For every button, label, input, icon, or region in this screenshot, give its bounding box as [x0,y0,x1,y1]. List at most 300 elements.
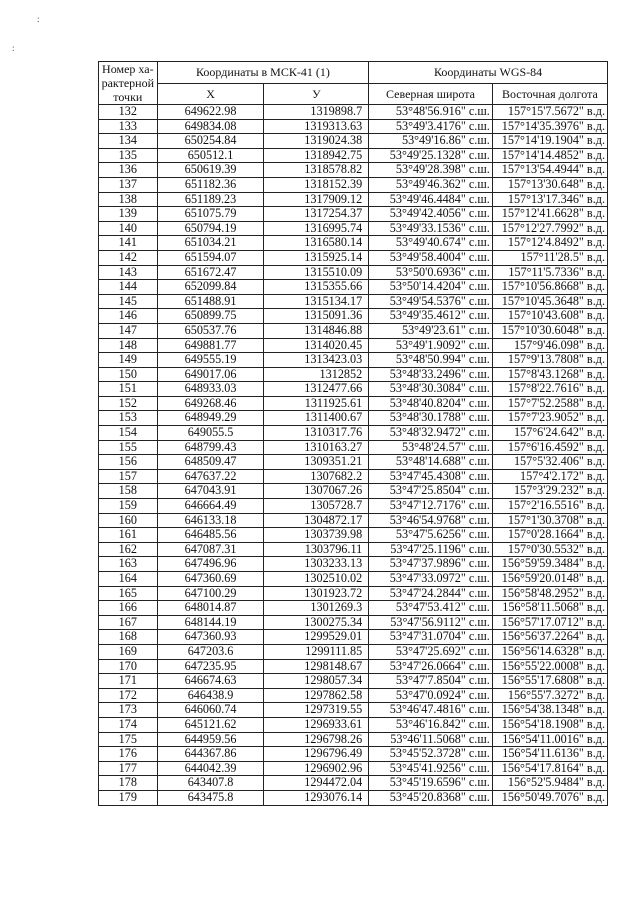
table-row [99,177,608,192]
cell-x: 647203.6 [157,644,264,659]
cell-latitude: 53°45'19.6596" с.ш. [369,776,493,791]
table-row [99,761,608,776]
cell-latitude: 53°47'12.7176" с.ш. [369,499,493,514]
cell-y: 1298148.67 [264,659,369,674]
cell-longitude: 157°4'2.172" в.д. [492,469,607,484]
table-row [99,338,608,353]
cell-x: 647043.91 [157,484,264,499]
table-row [99,250,608,265]
cell-latitude: 53°50'0.6936" с.ш. [369,265,493,280]
table-row [99,119,608,134]
cell-x: 643475.8 [157,790,264,805]
table-row [99,688,608,703]
cell-point-number: 166 [99,601,158,616]
table-row [99,513,608,528]
table-row [99,630,608,645]
cell-x: 650537.76 [157,323,264,338]
cell-x: 651182.36 [157,177,264,192]
cell-longitude: 156°58'11.5068" в.д. [492,601,607,616]
cell-point-number: 176 [99,747,158,762]
cell-y: 1303739.98 [264,528,369,543]
cell-point-number: 144 [99,280,158,295]
cell-latitude: 53°49'3.4176" с.ш. [369,119,493,134]
cell-y: 1301923.72 [264,586,369,601]
table-row [99,221,608,236]
cell-latitude: 53°45'52.3728" с.ш. [369,747,493,762]
cell-y: 1297862.58 [264,688,369,703]
cell-point-number: 149 [99,353,158,368]
cell-point-number: 158 [99,484,158,499]
cell-y: 1298057.34 [264,674,369,689]
cell-x: 647360.69 [157,572,264,587]
cell-point-number: 140 [99,221,158,236]
cell-point-number: 137 [99,177,158,192]
cell-longitude: 157°11'28.5" в.д. [492,250,607,265]
cell-latitude: 53°49'33.1536" с.ш. [369,221,493,236]
cell-point-number: 150 [99,367,158,382]
cell-longitude: 157°0'30.5532" в.д. [492,542,607,557]
cell-x: 648509.47 [157,455,264,470]
cell-longitude: 156°54'18.1908" в.д. [492,717,607,732]
table-row [99,323,608,338]
cell-x: 645121.62 [157,717,264,732]
cell-x: 646674.63 [157,674,264,689]
cell-latitude: 53°46'11.5068" с.ш. [369,732,493,747]
cell-y: 1299111.85 [264,644,369,659]
table-row [99,265,608,280]
table-row [99,426,608,441]
cell-latitude: 53°47'25.692" с.ш. [369,644,493,659]
cell-y: 1293076.14 [264,790,369,805]
cell-point-number: 151 [99,382,158,397]
cell-y: 1312852 [264,367,369,382]
table-row [99,207,608,222]
cell-point-number: 173 [99,703,158,718]
header-latitude: Северная широта [369,83,493,105]
cell-latitude: 53°45'20.8368" с.ш. [369,790,493,805]
cell-latitude: 53°47'37.9896" с.ш. [369,557,493,572]
cell-point-number: 148 [99,338,158,353]
cell-longitude: 156°56'37.2264" в.д. [492,630,607,645]
cell-x: 648799.43 [157,440,264,455]
cell-y: 1316995.74 [264,221,369,236]
cell-latitude: 53°49'23.61" с.ш. [369,323,493,338]
table-row [99,411,608,426]
cell-longitude: 156°52'5.9484" в.д. [492,776,607,791]
cell-latitude: 53°47'56.9112" с.ш. [369,615,493,630]
cell-y: 1318578.82 [264,163,369,178]
cell-y: 1319024.38 [264,134,369,149]
cell-latitude: 53°47'24.2844" с.ш. [369,586,493,601]
cell-latitude: 53°49'46.362" с.ш. [369,177,493,192]
table-row [99,294,608,309]
cell-latitude: 53°46'47.4816" с.ш. [369,703,493,718]
cell-latitude: 53°48'24.57" с.ш. [369,440,493,455]
header-msk-group: Координаты в МСК-41 (1) [157,62,369,84]
cell-point-number: 171 [99,674,158,689]
cell-y: 1300275.34 [264,615,369,630]
scan-mark: : [37,14,40,24]
cell-x: 644367.86 [157,747,264,762]
cell-point-number: 147 [99,323,158,338]
cell-latitude: 53°48'32.9472" с.ш. [369,426,493,441]
table-row [99,105,608,120]
table-row [99,776,608,791]
cell-longitude: 157°10'56.8668" в.д. [492,280,607,295]
cell-y: 1319313.63 [264,119,369,134]
table-row [99,732,608,747]
cell-point-number: 164 [99,572,158,587]
cell-y: 1304872.17 [264,513,369,528]
cell-y: 1313423.03 [264,353,369,368]
table-row [99,644,608,659]
cell-longitude: 157°10'30.6048" в.д. [492,323,607,338]
cell-longitude: 157°8'22.7616" в.д. [492,382,607,397]
table-row [99,674,608,689]
cell-x: 646133.18 [157,513,264,528]
cell-latitude: 53°48'14.688" с.ш. [369,455,493,470]
cell-point-number: 134 [99,134,158,149]
cell-x: 650899.75 [157,309,264,324]
table-row [99,703,608,718]
cell-latitude: 53°50'14.4204" с.ш. [369,280,493,295]
cell-y: 1301269.3 [264,601,369,616]
cell-point-number: 175 [99,732,158,747]
cell-x: 651672.47 [157,265,264,280]
cell-latitude: 53°48'56.916" с.ш. [369,105,493,120]
cell-longitude: 157°14'14.4852" в.д. [492,148,607,163]
cell-x: 648014.87 [157,601,264,616]
cell-x: 648144.19 [157,615,264,630]
header-y: У [264,83,369,105]
cell-longitude: 156°54'11.0016" в.д. [492,732,607,747]
cell-y: 1305728.7 [264,499,369,514]
cell-y: 1296798.26 [264,732,369,747]
cell-y: 1317254.37 [264,207,369,222]
cell-x: 647100.29 [157,586,264,601]
table-row [99,790,608,805]
coordinates-table [98,61,608,806]
table-row [99,499,608,514]
cell-latitude: 53°49'42.4056" с.ш. [369,207,493,222]
cell-latitude: 53°47'7.8504" с.ш. [369,674,493,689]
header-wgs-group: Координаты WGS-84 [369,62,608,84]
cell-y: 1307067.26 [264,484,369,499]
cell-x: 649055.5 [157,426,264,441]
cell-x: 651189.23 [157,192,264,207]
cell-latitude: 53°47'5.6256" с.ш. [369,528,493,543]
table-row [99,396,608,411]
cell-x: 651488.91 [157,294,264,309]
cell-longitude: 157°14'35.3976" в.д. [492,119,607,134]
cell-x: 649622.98 [157,105,264,120]
cell-y: 1303233.13 [264,557,369,572]
cell-point-number: 145 [99,294,158,309]
table-row [99,440,608,455]
cell-y: 1315134.17 [264,294,369,309]
cell-y: 1311925.61 [264,396,369,411]
cell-longitude: 156°55'22.0008" в.д. [492,659,607,674]
cell-x: 647496.96 [157,557,264,572]
cell-y: 1303796.11 [264,542,369,557]
cell-latitude: 53°47'25.1196" с.ш. [369,542,493,557]
cell-latitude: 53°47'53.412" с.ш. [369,601,493,616]
cell-x: 644042.39 [157,761,264,776]
cell-point-number: 163 [99,557,158,572]
cell-latitude: 53°46'54.9768" с.ш. [369,513,493,528]
cell-point-number: 136 [99,163,158,178]
cell-point-number: 165 [99,586,158,601]
cell-point-number: 168 [99,630,158,645]
cell-longitude: 157°6'16.4592" в.д. [492,440,607,455]
cell-x: 646438.9 [157,688,264,703]
cell-point-number: 132 [99,105,158,120]
cell-longitude: 157°13'30.648" в.д. [492,177,607,192]
cell-x: 651075.79 [157,207,264,222]
cell-latitude: 53°47'0.0924" с.ш. [369,688,493,703]
table-row [99,586,608,601]
table-row [99,572,608,587]
cell-point-number: 133 [99,119,158,134]
cell-latitude: 53°49'58.4004" с.ш. [369,250,493,265]
cell-x: 643407.8 [157,776,264,791]
table-row [99,382,608,397]
table-row [99,455,608,470]
cell-y: 1316580.14 [264,236,369,251]
cell-x: 652099.84 [157,280,264,295]
cell-point-number: 170 [99,659,158,674]
table-row [99,280,608,295]
cell-y: 1314846.88 [264,323,369,338]
cell-longitude: 157°9'46.098" в.д. [492,338,607,353]
cell-x: 650619.39 [157,163,264,178]
cell-latitude: 53°49'35.4612" с.ш. [369,309,493,324]
cell-point-number: 160 [99,513,158,528]
cell-point-number: 153 [99,411,158,426]
cell-y: 1297319.55 [264,703,369,718]
cell-x: 651034.21 [157,236,264,251]
cell-y: 1307682.2 [264,469,369,484]
cell-point-number: 141 [99,236,158,251]
cell-y: 1315510.09 [264,265,369,280]
cell-latitude: 53°49'46.4484" с.ш. [369,192,493,207]
table-row [99,163,608,178]
cell-point-number: 156 [99,455,158,470]
cell-latitude: 53°47'45.4308" с.ш. [369,469,493,484]
cell-longitude: 157°12'4.8492" в.д. [492,236,607,251]
cell-x: 647087.31 [157,542,264,557]
table-row [99,148,608,163]
cell-y: 1302510.02 [264,572,369,587]
cell-x: 646485.56 [157,528,264,543]
cell-longitude: 157°15'7.5672" в.д. [492,105,607,120]
header-longitude: Восточная долгота [492,83,607,105]
cell-latitude: 53°47'33.0972" с.ш. [369,572,493,587]
cell-point-number: 159 [99,499,158,514]
table-body [99,105,608,806]
cell-y: 1315355.66 [264,280,369,295]
cell-latitude: 53°48'40.8204" с.ш. [369,396,493,411]
table-row [99,236,608,251]
cell-longitude: 157°12'41.6628" в.д. [492,207,607,222]
cell-y: 1296902.96 [264,761,369,776]
cell-y: 1296796.49 [264,747,369,762]
cell-point-number: 155 [99,440,158,455]
cell-point-number: 146 [99,309,158,324]
cell-longitude: 157°12'27.7992" в.д. [492,221,607,236]
cell-point-number: 154 [99,426,158,441]
cell-point-number: 178 [99,776,158,791]
cell-y: 1314020.45 [264,338,369,353]
cell-point-number: 167 [99,615,158,630]
header-point-number: Номер ха- рактерной точки [99,62,158,105]
cell-longitude: 156°55'17.6808" в.д. [492,674,607,689]
cell-point-number: 135 [99,148,158,163]
cell-longitude: 156°54'38.1348" в.д. [492,703,607,718]
header-x: X [157,83,264,105]
cell-point-number: 142 [99,250,158,265]
cell-latitude: 53°49'40.674" с.ш. [369,236,493,251]
cell-longitude: 157°10'43.608" в.д. [492,309,607,324]
table-row [99,192,608,207]
cell-latitude: 53°46'16.842" с.ш. [369,717,493,732]
cell-latitude: 53°48'50.994" с.ш. [369,353,493,368]
table-row [99,601,608,616]
cell-x: 646060.74 [157,703,264,718]
cell-y: 1296933.61 [264,717,369,732]
cell-longitude: 156°54'17.8164" в.д. [492,761,607,776]
cell-latitude: 53°45'41.9256" с.ш. [369,761,493,776]
cell-x: 644959.56 [157,732,264,747]
cell-point-number: 139 [99,207,158,222]
cell-point-number: 143 [99,265,158,280]
cell-x: 648949.29 [157,411,264,426]
cell-x: 649555.19 [157,353,264,368]
cell-y: 1310163.27 [264,440,369,455]
cell-x: 650254.84 [157,134,264,149]
cell-point-number: 162 [99,542,158,557]
table-row [99,469,608,484]
cell-longitude: 157°14'19.1904" в.д. [492,134,607,149]
cell-x: 649834.08 [157,119,264,134]
cell-latitude: 53°47'25.8504" с.ш. [369,484,493,499]
cell-longitude: 156°50'49.7076" в.д. [492,790,607,805]
cell-point-number: 172 [99,688,158,703]
cell-latitude: 53°47'26.0664" с.ш. [369,659,493,674]
cell-x: 650794.19 [157,221,264,236]
table-row [99,353,608,368]
cell-longitude: 157°13'54.4944" в.д. [492,163,607,178]
table-header [99,62,608,105]
cell-longitude: 157°10'45.3648" в.д. [492,294,607,309]
cell-longitude: 156°59'20.0148" в.д. [492,572,607,587]
table-row [99,542,608,557]
cell-point-number: 161 [99,528,158,543]
cell-longitude: 157°11'5.7336" в.д. [492,265,607,280]
cell-x: 649017.06 [157,367,264,382]
cell-x: 647637.22 [157,469,264,484]
cell-y: 1310317.76 [264,426,369,441]
cell-longitude: 157°7'52.2588" в.д. [492,396,607,411]
table-row [99,615,608,630]
cell-point-number: 152 [99,396,158,411]
cell-y: 1309351.21 [264,455,369,470]
cell-longitude: 157°0'28.1664" в.д. [492,528,607,543]
cell-longitude: 156°55'7.3272" в.д. [492,688,607,703]
cell-point-number: 179 [99,790,158,805]
cell-longitude: 157°13'17.346" в.д. [492,192,607,207]
cell-longitude: 157°3'29.232" в.д. [492,484,607,499]
cell-y: 1318152.39 [264,177,369,192]
cell-y: 1315091.36 [264,309,369,324]
scan-mark: : [12,43,15,53]
cell-point-number: 174 [99,717,158,732]
cell-x: 647235.95 [157,659,264,674]
cell-point-number: 157 [99,469,158,484]
table-row [99,367,608,382]
cell-longitude: 157°9'13.7808" в.д. [492,353,607,368]
cell-y: 1294472.04 [264,776,369,791]
cell-longitude: 157°1'30.3708" в.д. [492,513,607,528]
cell-point-number: 169 [99,644,158,659]
cell-x: 650512.1 [157,148,264,163]
table-row [99,528,608,543]
cell-latitude: 53°49'25.1328" с.ш. [369,148,493,163]
cell-longitude: 156°59'59.3484" в.д. [492,557,607,572]
cell-longitude: 156°56'14.6328" в.д. [492,644,607,659]
cell-y: 1317909.12 [264,192,369,207]
cell-x: 647360.93 [157,630,264,645]
table-row [99,134,608,149]
cell-y: 1299529.01 [264,630,369,645]
cell-longitude: 157°7'23.9052" в.д. [492,411,607,426]
cell-longitude: 156°54'11.6136" в.д. [492,747,607,762]
cell-latitude: 53°48'30.1788" с.ш. [369,411,493,426]
cell-x: 648933.03 [157,382,264,397]
cell-latitude: 53°49'54.5376" с.ш. [369,294,493,309]
cell-latitude: 53°47'31.0704" с.ш. [369,630,493,645]
table-row [99,484,608,499]
cell-latitude: 53°49'16.86" с.ш. [369,134,493,149]
cell-x: 649268.46 [157,396,264,411]
cell-latitude: 53°48'30.3084" с.ш. [369,382,493,397]
cell-latitude: 53°49'1.9092" с.ш. [369,338,493,353]
cell-x: 649881.77 [157,338,264,353]
cell-point-number: 138 [99,192,158,207]
cell-longitude: 157°8'43.1268" в.д. [492,367,607,382]
cell-point-number: 177 [99,761,158,776]
table-row [99,747,608,762]
cell-y: 1315925.14 [264,250,369,265]
cell-longitude: 157°5'32.406" в.д. [492,455,607,470]
cell-x: 651594.07 [157,250,264,265]
table-row [99,659,608,674]
cell-latitude: 53°48'33.2496" с.ш. [369,367,493,382]
cell-x: 646664.49 [157,499,264,514]
cell-longitude: 156°57'17.0712" в.д. [492,615,607,630]
cell-y: 1318942.75 [264,148,369,163]
table-row [99,309,608,324]
cell-longitude: 156°58'48.2952" в.д. [492,586,607,601]
table-row [99,557,608,572]
cell-y: 1319898.7 [264,105,369,120]
cell-y: 1312477.66 [264,382,369,397]
cell-longitude: 157°6'24.642" в.д. [492,426,607,441]
cell-latitude: 53°49'28.398" с.ш. [369,163,493,178]
cell-longitude: 157°2'16.5516" в.д. [492,499,607,514]
table-row [99,717,608,732]
cell-y: 1311400.67 [264,411,369,426]
